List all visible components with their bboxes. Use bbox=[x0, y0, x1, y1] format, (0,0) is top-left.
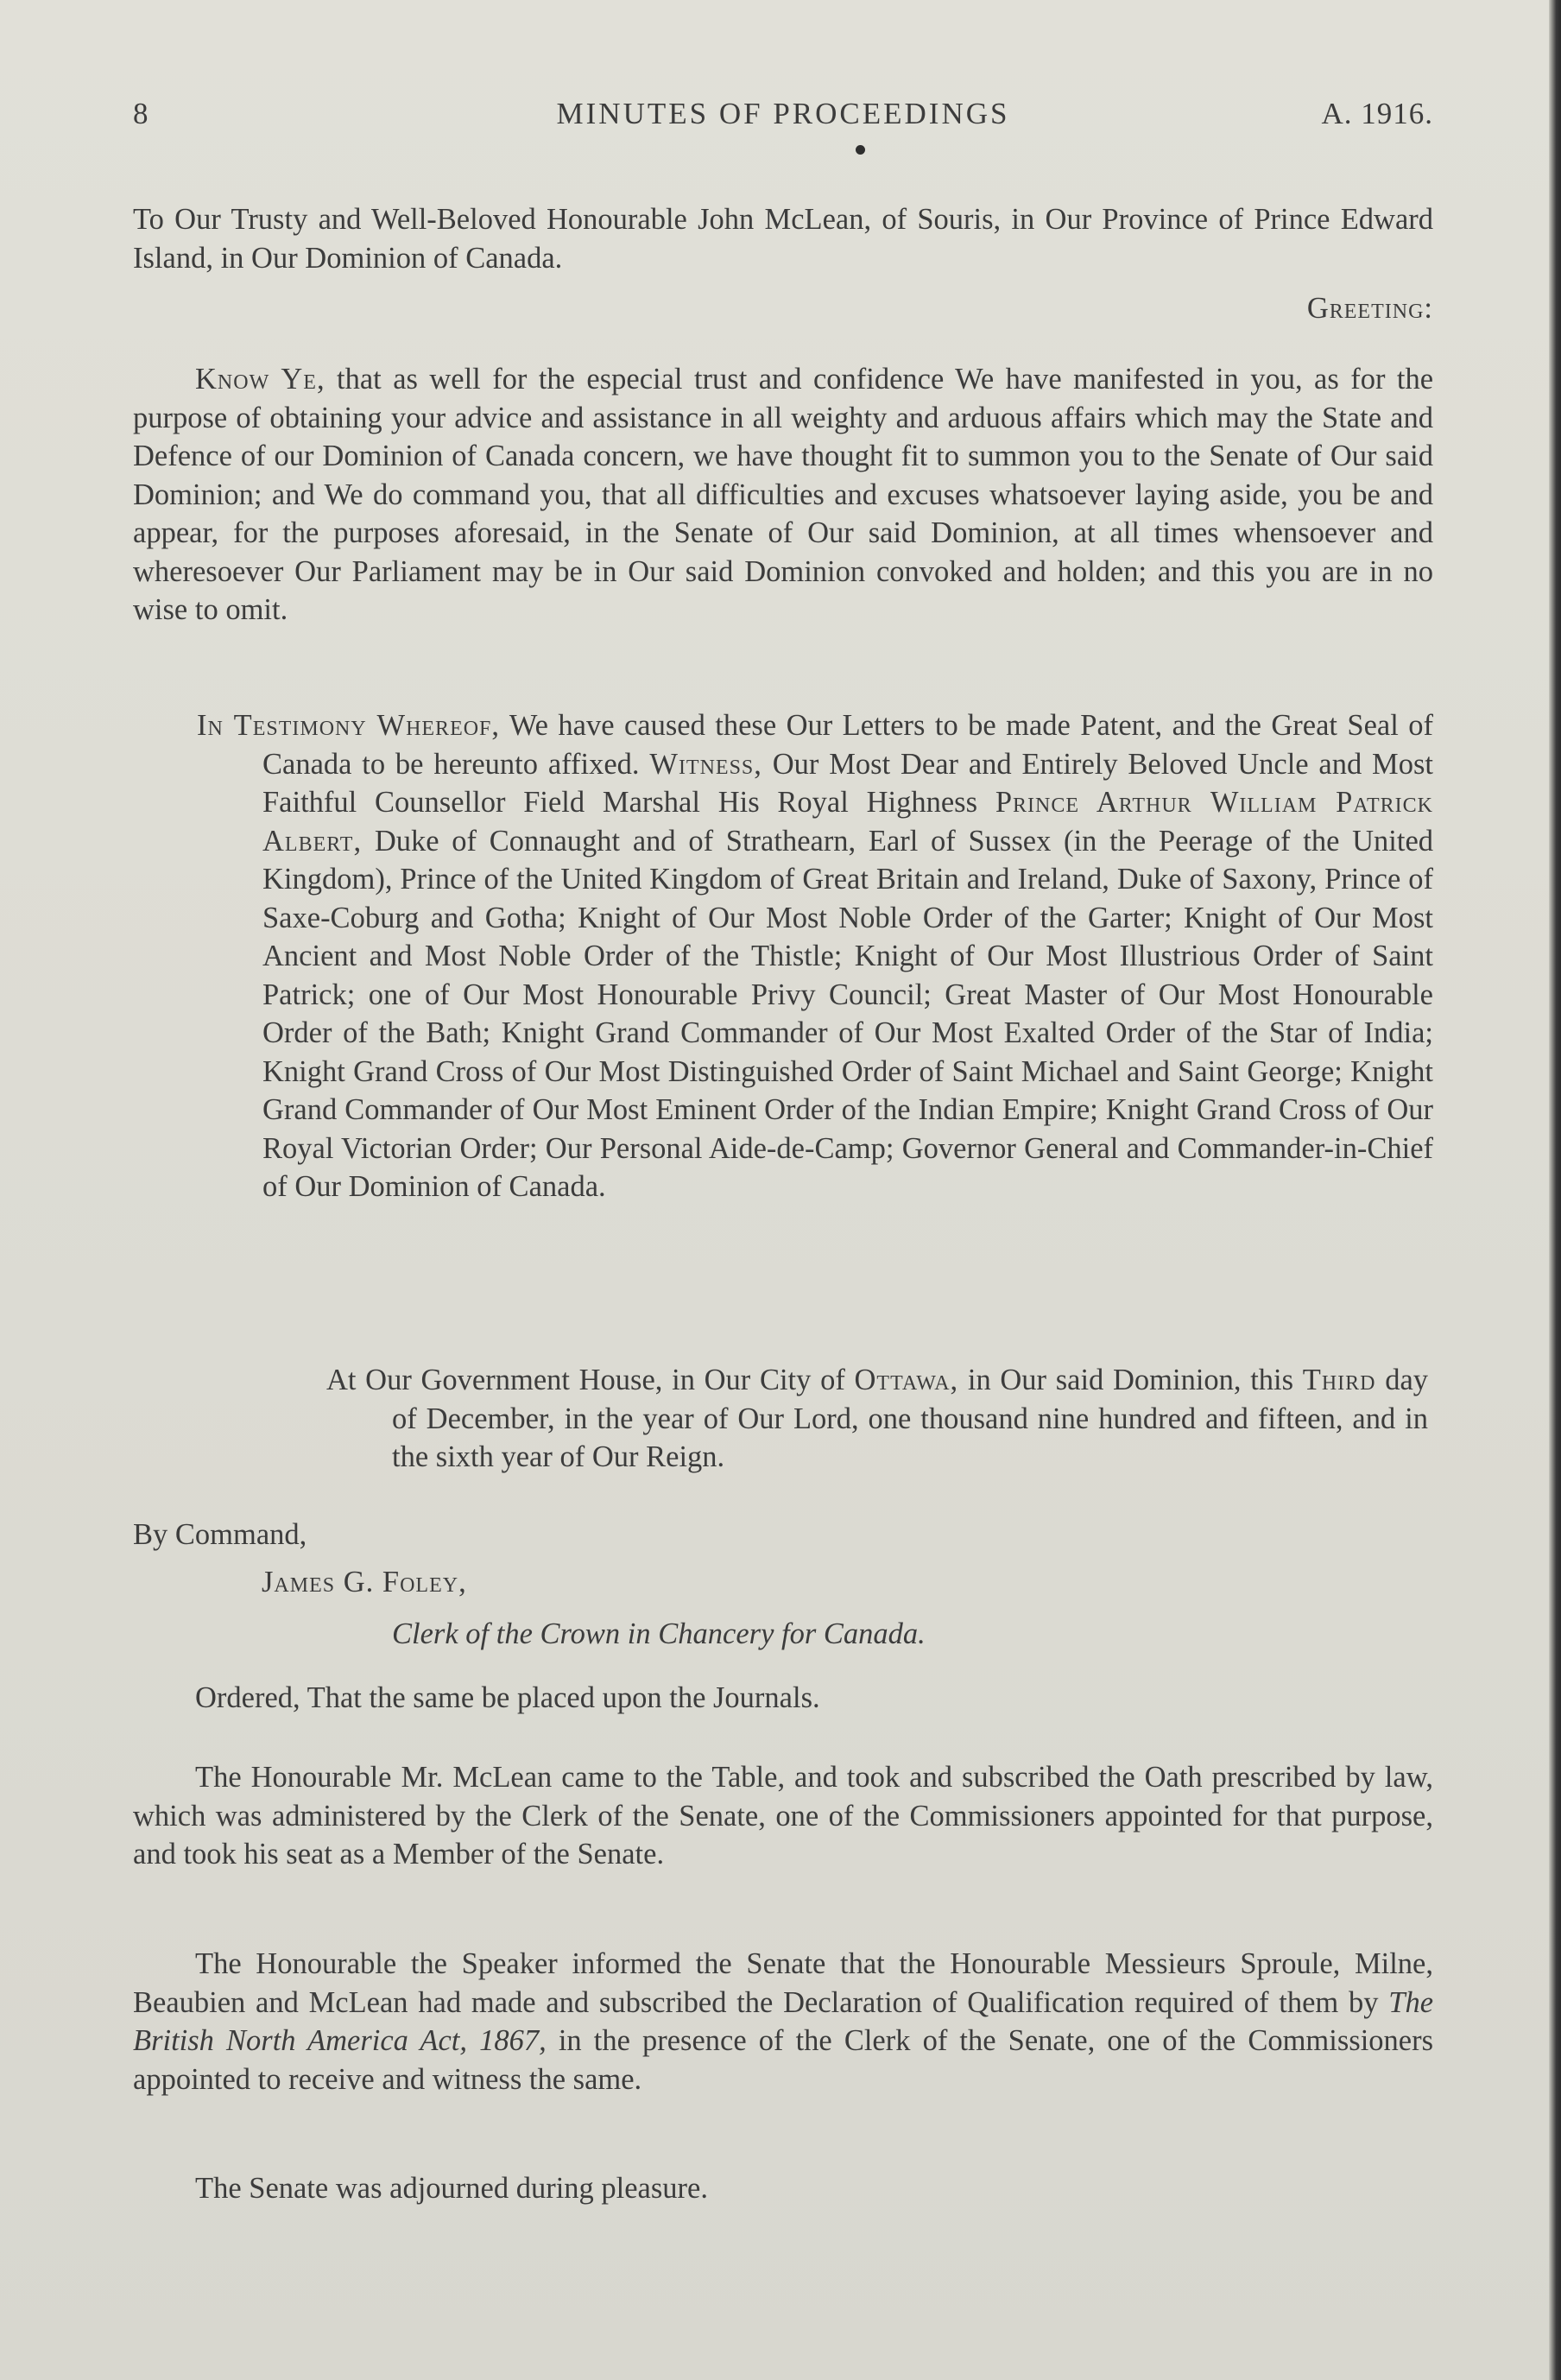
lead-in-testimony: In Testimony Whereof, bbox=[197, 709, 501, 742]
given-at-text-2: in Our said Dominion, this bbox=[967, 1364, 1294, 1396]
page-edge-shadow bbox=[1549, 0, 1561, 2380]
speaker-text-2: in the presence of the Clerk of the Senate, one of the Commissioners appointed to receive and witness the same. bbox=[133, 2024, 1434, 2096]
paragraph-know-ye-body: that as well for the especial trust and confidence We have manifested in you, as for the purpose of obtaining your advice and assistance in all weighty and arduous affairs which may the State and Defence of our Dominion of Canada concern, we have thought fit to summon you to the Senate of Our said Dominion; and We do command you, that all difficulties and excuses whatsoever laying aside, you be and appear, for the purposes aforesaid, in the Senate of Our said Dominion, at all times whensoever and wheresoever Our Parliament may be in Our said Dominion convoked and holden; and this you are in no wise to omit. bbox=[133, 363, 1434, 626]
lead-witness: Witness, bbox=[649, 747, 762, 781]
by-command: By Command, bbox=[133, 1518, 307, 1551]
paragraph-given-at bbox=[326, 1361, 1428, 1477]
page-header bbox=[133, 97, 1433, 140]
greeting: Greeting: bbox=[1306, 292, 1433, 325]
paragraph-testimony bbox=[197, 706, 1433, 1206]
running-title: MINUTES OF PROCEEDINGS bbox=[556, 97, 1010, 130]
given-at-text-1: At Our Government House, in Our City of bbox=[326, 1364, 845, 1396]
paragraph-adjourned: The Senate was adjourned during pleasure. bbox=[195, 2172, 708, 2205]
paragraph-ordered: Ordered, That the same be placed upon the Journals. bbox=[195, 1681, 820, 1714]
lead-know-ye: Know Ye, bbox=[195, 363, 325, 396]
act-title: The British North America Act, 1867, bbox=[133, 1985, 1434, 2057]
speaker-text-1: The Honourable the Speaker informed the Senate that the Honourable Messieurs Sproule, Milne, Beaubien and McLean had made and subscribed the Declaration of Qualification required of them by bbox=[133, 1947, 1433, 2019]
testimony-text-3: Duke of Connaught and of Strathearn, Earl of Sussex (in the Peerage of the United Kingdom), Prince of the United Kingdom of Great Britain and Ireland, Duke of Saxony, Prince of Saxe-Coburg and Gotha; Knight of Our Most Noble Order of the Garter; Knight of Our Most Ancient and Most Noble Order of the Thistle; Knight of Our Most Illustrious Order of Saint Patrick; one of Our Most Honourable Privy Council; Great Master of Our Most Honourable Order of the Bath; Knight Grand Commander of Our Most Exalted Order of the Star of India; Knight Grand Cross of Our Most Distinguished Order of Saint Michael and Saint George; Knight Grand Commander of Our Most Eminent Order of the Indian Empire; Knight Grand Cross of Our Royal Victorian Order; Our Personal Aide-de-Camp; Governor General and Commander-in-Chief of Our Dominion of Canada. bbox=[262, 824, 1434, 1203]
city-name: Ottawa, bbox=[854, 1364, 959, 1396]
page-number: 8 bbox=[133, 97, 149, 130]
testimony-text-2: Our Most Dear and Entirely Beloved Uncle and Most Faithful Counsellor Field Marshal His Royal Highness bbox=[262, 747, 1433, 819]
session-year: A. 1916. bbox=[1321, 97, 1433, 130]
paragraph-speaker-informed bbox=[133, 1945, 1433, 2098]
salutation: To Our Trusty and Well-Beloved Honourable John McLean, of Souris, in Our Province of Prince Edward Island, in Our Dominion of Canada. bbox=[133, 203, 1433, 275]
paragraph-mclean-oath: The Honourable Mr. McLean came to the Table, and took and subscribed the Oath prescribed by law, which was administered by the Clerk of the Senate, one of the Commissioners appointed for that purpose, and took his seat as a Member of the Senate. bbox=[133, 1761, 1433, 1870]
given-at-text-3: day of December, in the year of Our Lord, one thousand nine hundred and fifteen, and in the sixth year of Our Reign. bbox=[392, 1364, 1429, 1473]
paragraph-know-ye bbox=[133, 360, 1433, 630]
day-name: Third bbox=[1302, 1364, 1376, 1396]
signatory-title: Clerk of the Crown in Chancery for Canada. bbox=[392, 1617, 926, 1650]
signatory-name: James G. Foley, bbox=[262, 1566, 467, 1598]
header-ornament bbox=[856, 145, 865, 155]
prince-name: Prince Arthur William Patrick Albert, bbox=[262, 786, 1434, 858]
testimony-text-1: We have caused these Our Letters to be made Patent, and the Great Seal of Canada to be hereunto affixed. bbox=[262, 709, 1434, 781]
